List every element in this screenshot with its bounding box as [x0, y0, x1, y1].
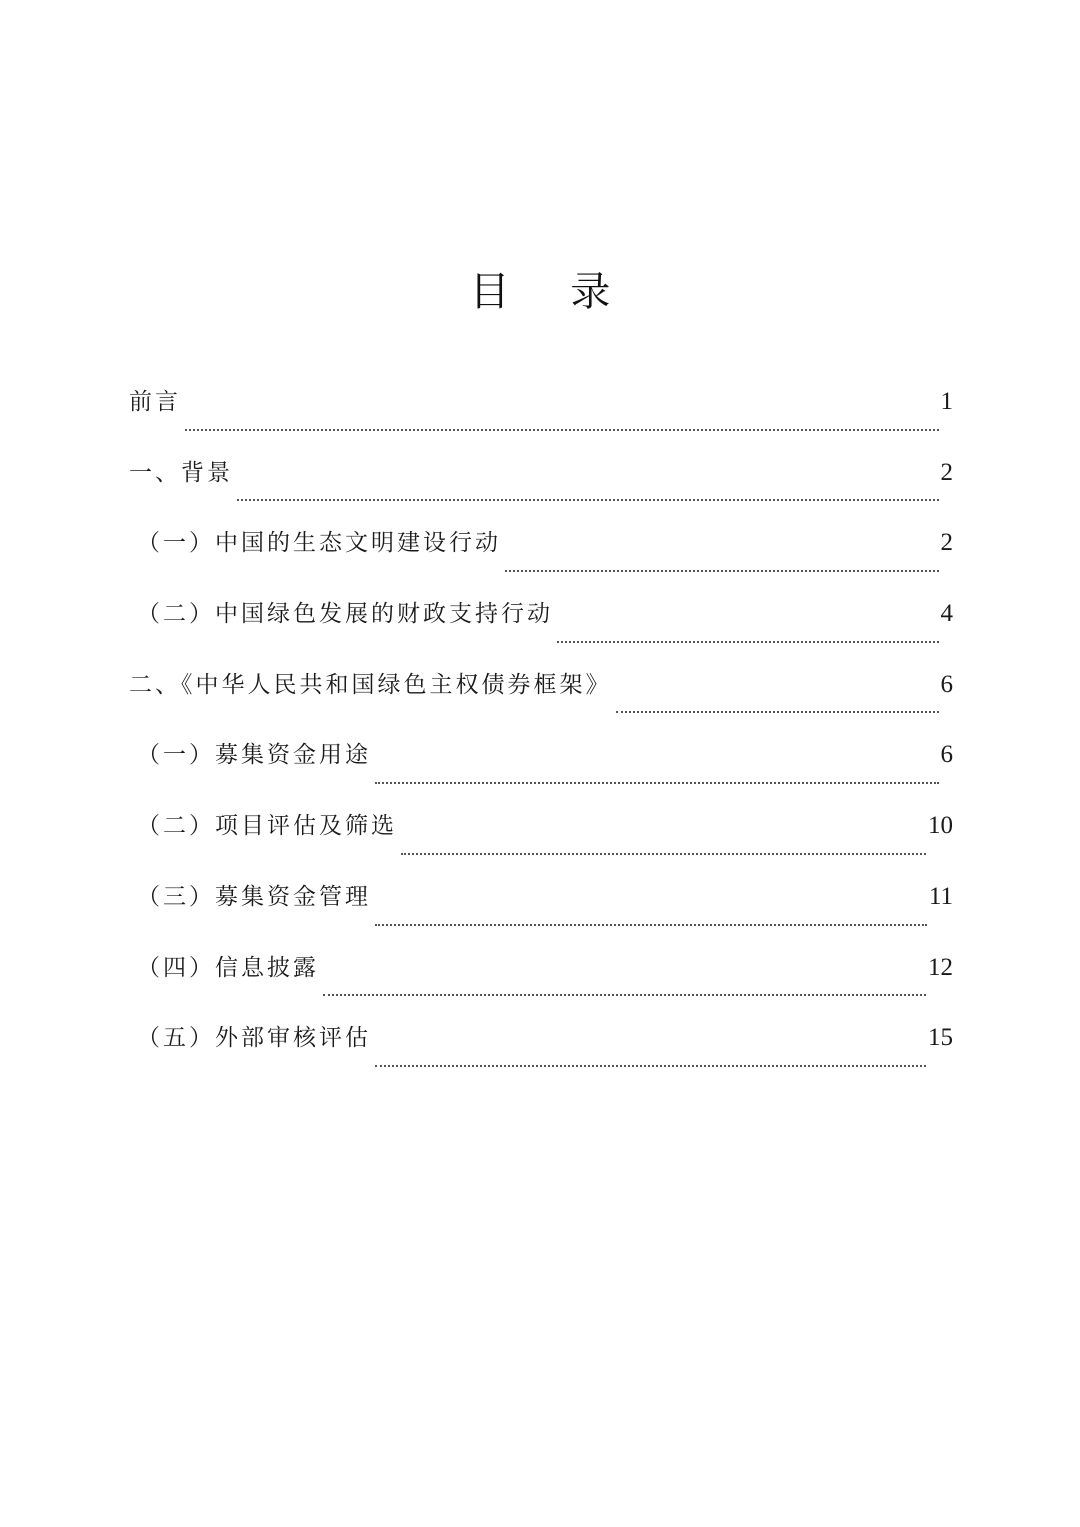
dot-leader [375, 923, 927, 926]
toc-entry-page: 1 [940, 388, 953, 415]
toc-entry-fiscal-support[interactable] [129, 592, 953, 663]
toc-entry-proceeds-management[interactable] [129, 875, 953, 946]
toc-entry-page: 2 [940, 529, 953, 557]
toc-entry-label: （一）中国的生态文明建设行动 [137, 530, 501, 557]
toc-entry-label: （三）募集资金管理 [137, 883, 371, 910]
dot-leader [375, 1064, 926, 1067]
dot-leader [323, 993, 926, 996]
table-of-contents [129, 380, 953, 1087]
dot-leader [185, 428, 939, 431]
dot-leader [237, 498, 939, 501]
toc-entry-page: 12 [928, 953, 953, 981]
toc-entry-label: （四）信息披露 [137, 954, 319, 981]
toc-entry-background[interactable] [129, 451, 953, 522]
toc-entry-label: （二）项目评估及筛选 [137, 813, 397, 840]
toc-entry-label: 二、《中华人民共和国绿色主权债券框架》 [129, 671, 612, 698]
toc-entry-project-evaluation[interactable] [129, 804, 953, 875]
toc-entry-green-bond-framework[interactable] [129, 663, 953, 734]
dot-leader [401, 852, 926, 855]
toc-entry-page: 15 [928, 1024, 953, 1052]
toc-entry-external-review[interactable] [129, 1016, 953, 1087]
toc-entry-label: （一）募集资金用途 [137, 742, 371, 769]
toc-entry-use-of-proceeds[interactable] [129, 733, 953, 804]
toc-entry-page: 2 [940, 458, 953, 486]
toc-entry-disclosure[interactable] [129, 946, 953, 1017]
toc-entry-label: （五）外部审核评估 [137, 1025, 371, 1052]
toc-entry-label: 前言 [129, 389, 181, 415]
toc-entry-label: 一、背景 [129, 459, 233, 486]
dot-leader [616, 710, 939, 713]
dot-leader [505, 569, 939, 572]
toc-entry-label: （二）中国绿色发展的财政支持行动 [137, 601, 553, 628]
toc-entry-page: 11 [928, 882, 953, 910]
toc-entry-page: 10 [928, 812, 953, 840]
toc-title: 目 录 [469, 269, 635, 315]
toc-entry-ecological-civilization[interactable] [129, 521, 953, 592]
toc-entry-page: 6 [940, 670, 953, 698]
toc-entry-page: 6 [940, 741, 953, 769]
toc-entry-page: 4 [940, 600, 953, 628]
dot-leader [375, 781, 939, 784]
toc-entry-preface[interactable] [129, 380, 953, 451]
dot-leader [557, 640, 939, 643]
